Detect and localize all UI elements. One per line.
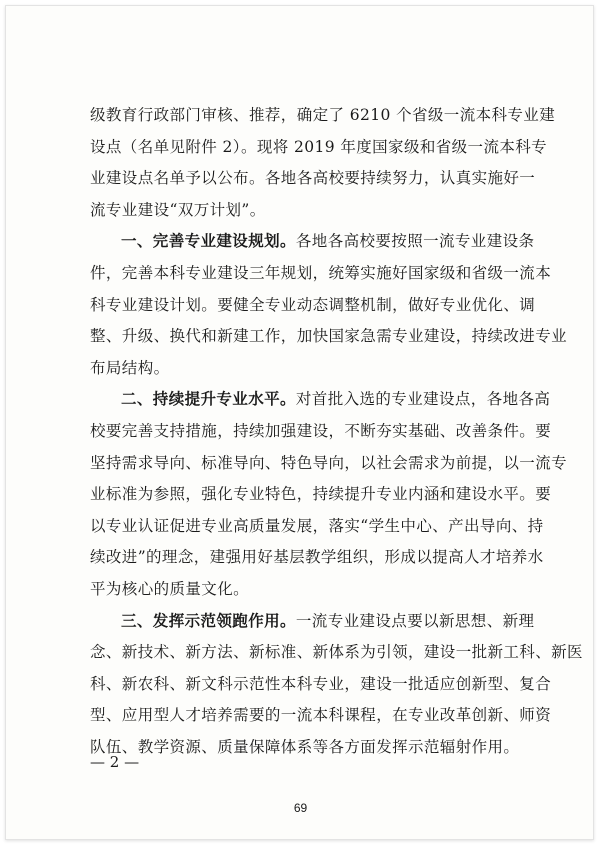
text-line: 流专业建设“双万计划”。 — [90, 200, 266, 219]
text-line: 队伍、教学资源、质量保障体系等各方面发挥示范辐射作用。 — [90, 737, 520, 756]
text-line: 型、应用型人才培养需要的一流本科课程，在专业改革创新、师资 — [90, 706, 552, 725]
text-line: 平为核心的质量文化。 — [90, 579, 250, 598]
page-marker: — 2 — — [90, 753, 140, 771]
text-line: 设点（名单见附件 2）。现将 2019 年度国家级和省级一流本科专 — [90, 137, 548, 156]
text-line: 布局结构。 — [90, 358, 170, 377]
section-2-heading: 二、持续提升专业水平。 — [121, 390, 296, 409]
text-line: 业建设点名单予以公布。各地各高校要持续努力，认真实施好一 — [90, 169, 536, 188]
document-body — [90, 100, 583, 763]
section-3-first-line-text: 一流专业建设点要以新思想、新理 — [295, 611, 535, 630]
page-number: 69 — [293, 801, 308, 815]
section-3-first-line — [90, 606, 535, 638]
text-line: 件，完善本科专业建设三年规划，统筹实施好国家级和省级一流本 — [90, 263, 552, 282]
section-1-first-line-text: 各地各高校要按照一流专业建设条 — [295, 232, 535, 251]
text-line: 以专业认证促进专业高质量发展，落实“学生中心、产出导向、持 — [90, 516, 544, 535]
section-2-first-line — [90, 384, 551, 416]
text-line: 科专业建设计划。要健全专业动态调整机制，做好专业优化、调 — [90, 295, 536, 314]
section-2-first-line-text: 对首批入选的专业建设点，各地各高 — [295, 390, 551, 409]
text-line: 校要完善支持措施，持续加强建设，不断夯实基础、改善条件。要 — [90, 421, 552, 440]
text-line: 续改进”的理念，建强用好基层教学组织，形成以提高人才培养水 — [90, 548, 544, 567]
section-1-heading: 一、完善专业建设规划。 — [121, 232, 296, 251]
section-1-first-line — [90, 226, 535, 258]
text-line: 科、新农科、新文科示范性本科专业，建设一批适应创新型、复合 — [90, 674, 552, 693]
text-line: 级教育行政部门审核、推荐，确定了 6210 个省级一流本科专业建 — [90, 106, 556, 124]
document-page — [5, 5, 594, 840]
section-3-heading: 三、发挥示范领跑作用。 — [121, 611, 296, 630]
text-line: 业标准为参照，强化专业特色，持续提升专业内涵和建设水平。要 — [90, 485, 552, 504]
text-line: 坚持需求导向、标准导向、特色导向，以社会需求为前提，以一流专 — [90, 453, 568, 472]
text-line: 整、升级、换代和新建工作，加快国家急需专业建设，持续改进专业 — [90, 327, 568, 346]
text-line: 念、新技术、新方法、新标准、新体系为引领，建设一批新工科、新医 — [90, 643, 583, 662]
